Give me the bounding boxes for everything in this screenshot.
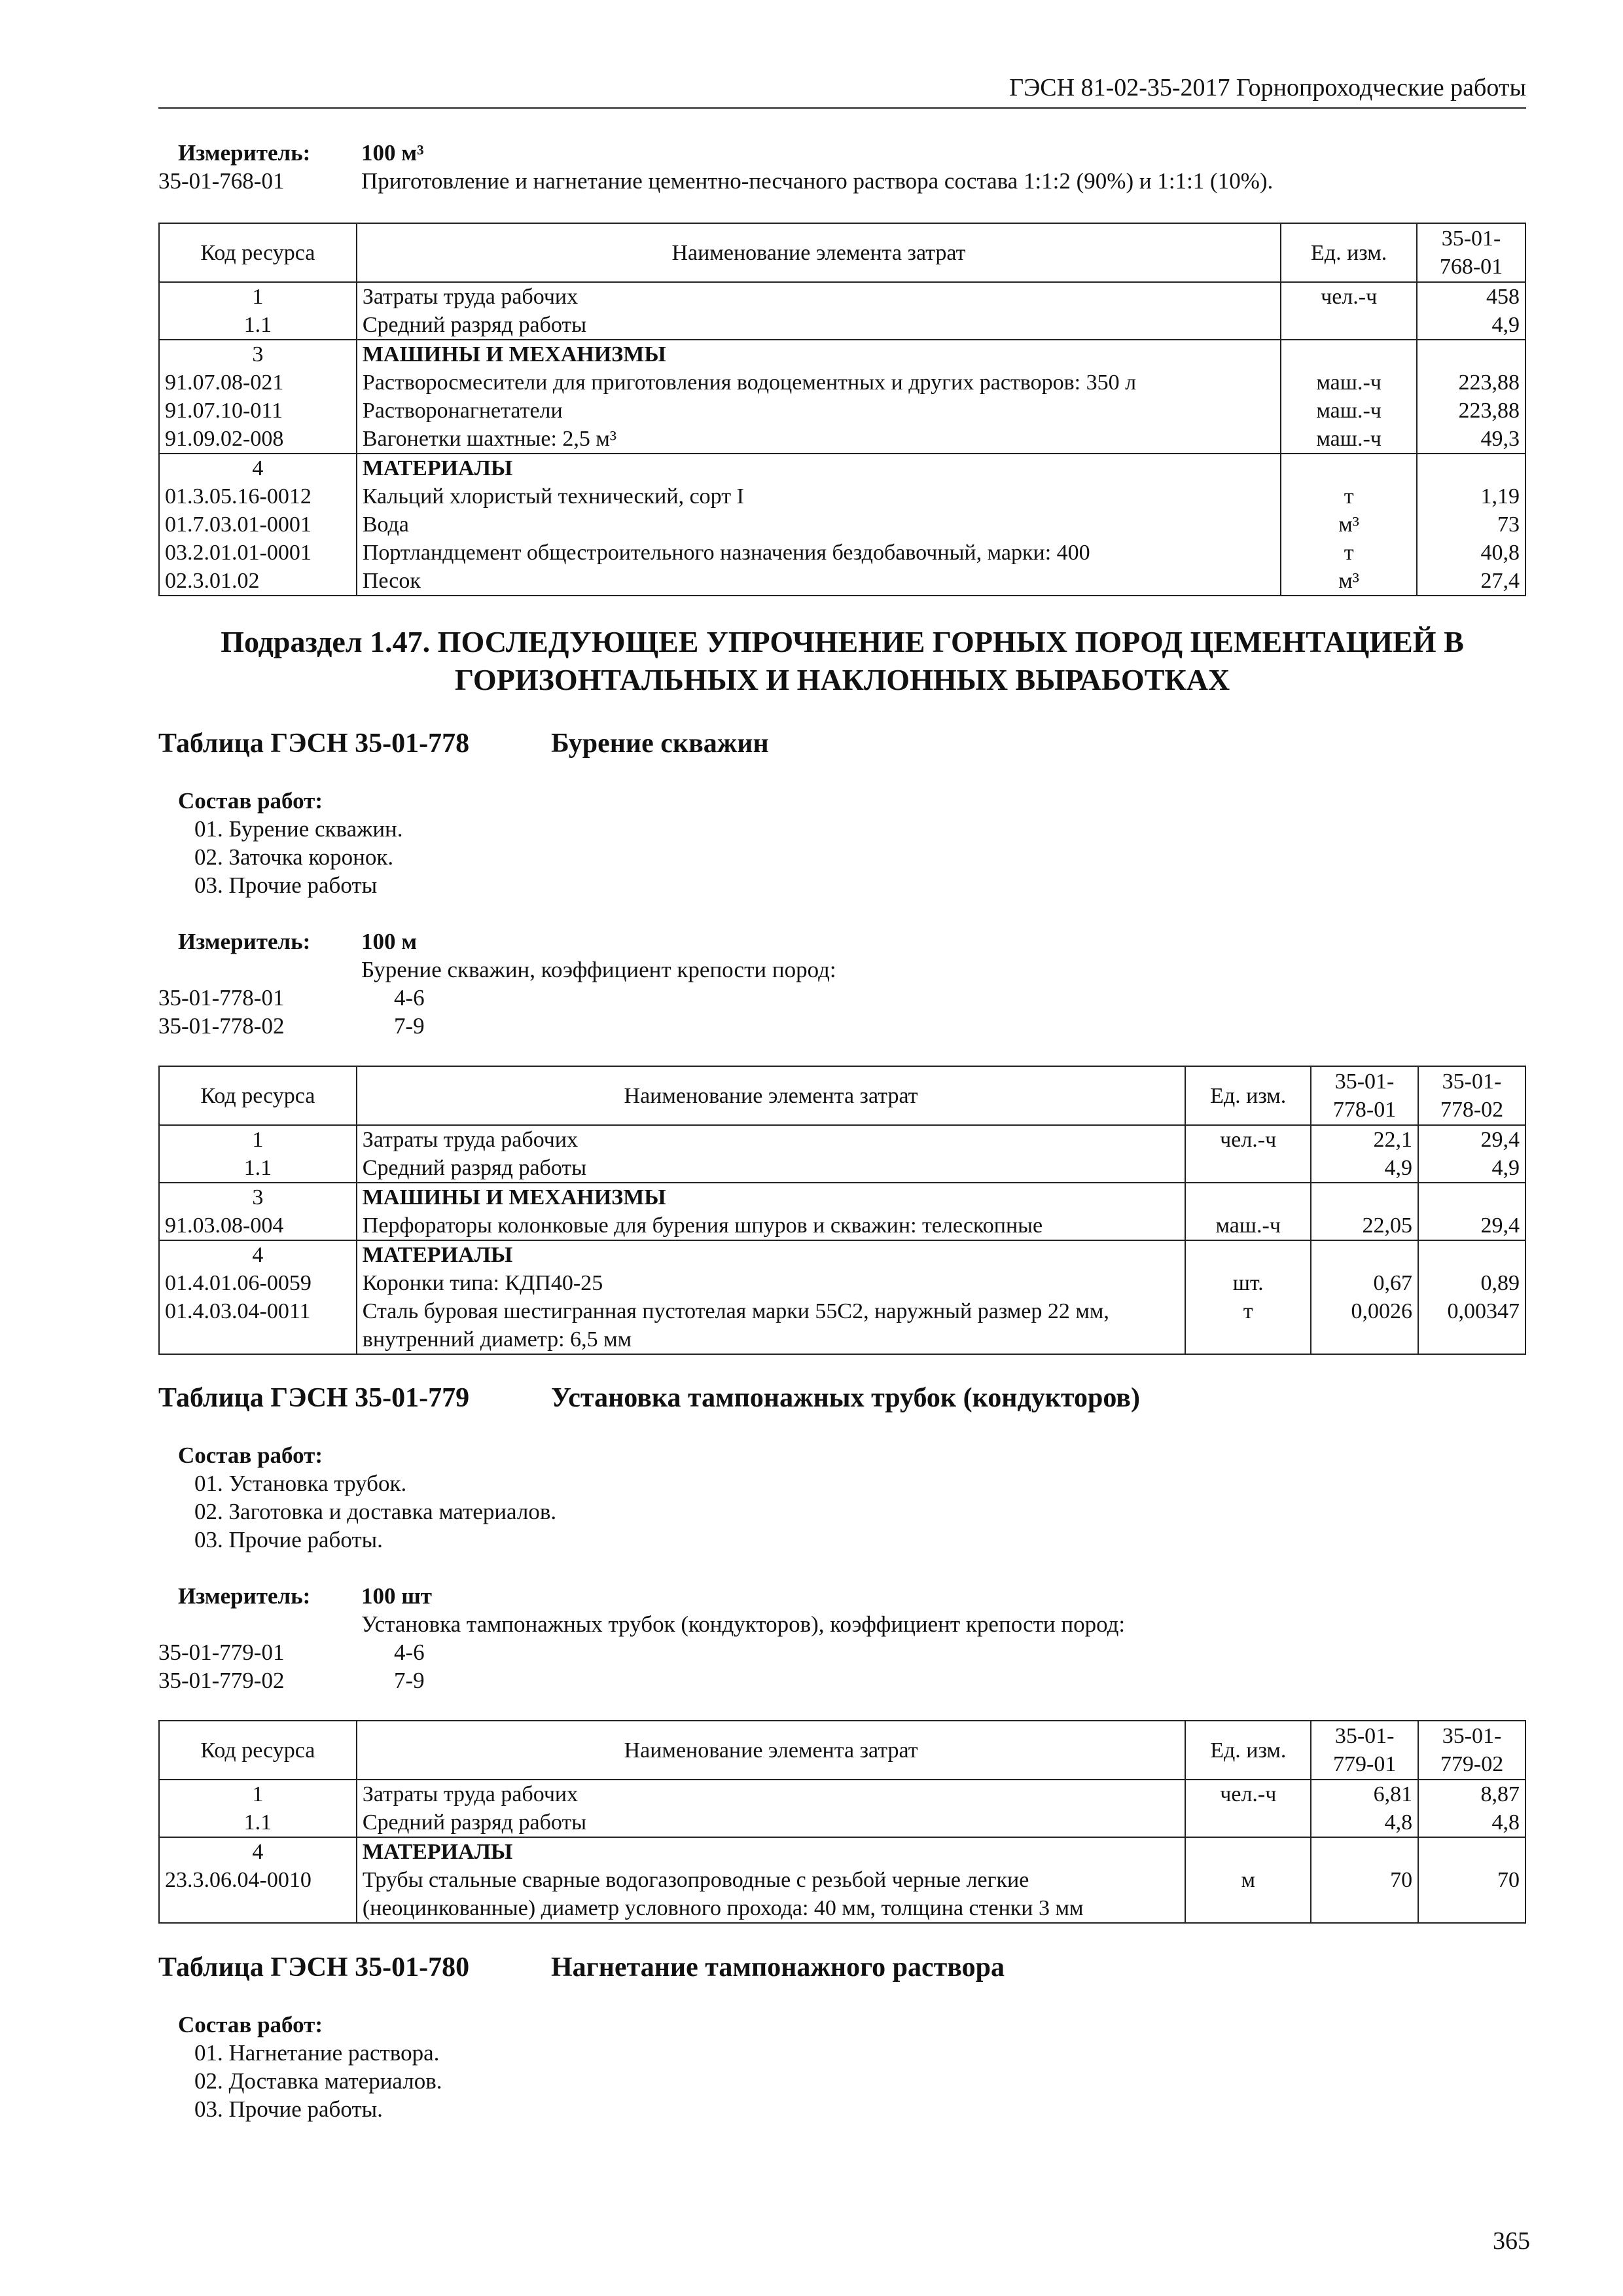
- value-cell: 0,00347: [1418, 1297, 1525, 1354]
- item-range: 7-9: [394, 1668, 425, 1693]
- value-cell: 29,4: [1418, 1125, 1525, 1154]
- col-header-value: 35-01-778-01: [1311, 1066, 1418, 1125]
- resource-table-768: [158, 223, 1526, 596]
- meter-unit: 100 м³: [361, 140, 424, 166]
- table-row: [159, 1837, 1525, 1866]
- table-row: [159, 539, 1525, 567]
- work-item: 02. Доставка материалов.: [194, 2068, 442, 2094]
- col-header-unit: Ед. изм.: [1281, 223, 1417, 282]
- meter-description: Бурение скважин, коэффициент крепости пород:: [361, 957, 836, 982]
- unit-cell: маш.-ч: [1281, 397, 1417, 425]
- cost-element-cell: Портландцемент общестроительного назначения бездобавочный, марки: 400: [357, 539, 1281, 567]
- unit-cell: [1185, 1183, 1311, 1211]
- table-title-code: Таблица ГЭСН 35-01-780: [158, 1952, 470, 1982]
- cost-element-cell: Сталь буровая шестигранная пустотелая марки 55С2, наружный размер 22 мм, внутренний диаметр: 6,5 мм: [357, 1297, 1185, 1354]
- table-row: [159, 311, 1525, 340]
- cost-element-cell: МАШИНЫ И МЕХАНИЗМЫ: [357, 1183, 1185, 1211]
- col-header-unit: Ед. изм.: [1185, 1066, 1311, 1125]
- unit-cell: маш.-ч: [1185, 1211, 1311, 1240]
- work-item: 02. Заточка коронок.: [194, 844, 394, 870]
- table-row: [159, 425, 1525, 454]
- value-cell: 22,1: [1311, 1125, 1418, 1154]
- item-range: 7-9: [394, 1013, 425, 1039]
- meter-unit: 100 м: [361, 929, 418, 954]
- table-title-code: Таблица ГЭСН 35-01-778: [158, 728, 470, 759]
- value-cell: [1418, 1240, 1525, 1269]
- resource-table-779: [158, 1720, 1526, 1924]
- item-code: 35-01-778-01: [158, 985, 285, 1011]
- value-cell: 4,9: [1417, 311, 1525, 340]
- resource-code-cell: 01.4.03.04-0011: [159, 1297, 357, 1354]
- unit-cell: т: [1281, 539, 1417, 567]
- col-header-code: Код ресурса: [159, 223, 357, 282]
- work-item: 02. Заготовка и доставка материалов.: [194, 1499, 557, 1524]
- work-item: 03. Прочие работы: [194, 872, 378, 898]
- value-cell: 1,19: [1417, 482, 1525, 511]
- value-cell: [1418, 1837, 1525, 1866]
- col-header-code: Код ресурса: [159, 1066, 357, 1125]
- cost-element-cell: Песок: [357, 567, 1281, 596]
- table-row: [159, 1154, 1525, 1183]
- value-cell: 4,9: [1311, 1154, 1418, 1183]
- value-cell: 4,8: [1418, 1808, 1525, 1837]
- col-header-code: Код ресурса: [159, 1721, 357, 1780]
- value-cell: 40,8: [1417, 539, 1525, 567]
- cost-element-cell: МАШИНЫ И МЕХАНИЗМЫ: [357, 340, 1281, 368]
- value-cell: 22,05: [1311, 1211, 1418, 1240]
- value-cell: 223,88: [1417, 397, 1525, 425]
- cost-element-cell: Вода: [357, 511, 1281, 539]
- value-cell: 70: [1311, 1866, 1418, 1923]
- resource-code-cell: 3: [159, 1183, 357, 1211]
- table-row: [159, 1866, 1525, 1923]
- unit-cell: маш.-ч: [1281, 425, 1417, 454]
- unit-cell: [1185, 1154, 1311, 1183]
- table-row: [159, 368, 1525, 397]
- col-header-name: Наименование элемента затрат: [357, 1721, 1186, 1780]
- resource-code-cell: 91.09.02-008: [159, 425, 357, 454]
- col-header-name: Наименование элемента затрат: [357, 223, 1281, 282]
- work-list-heading: Состав работ:: [178, 1443, 323, 1468]
- resource-code-cell: 91.07.08-021: [159, 368, 357, 397]
- value-cell: 0,67: [1311, 1269, 1418, 1297]
- cost-element-cell: Затраты труда рабочих: [357, 1780, 1186, 1808]
- table-row: [159, 1808, 1525, 1837]
- unit-cell: маш.-ч: [1281, 368, 1417, 397]
- col-header-value: 35-01-778-02: [1418, 1066, 1525, 1125]
- table-row: [159, 511, 1525, 539]
- table-title-779: [158, 1382, 1140, 1414]
- unit-cell: м: [1185, 1866, 1311, 1923]
- cost-element-cell: Трубы стальные сварные водогазопроводные с резьбой черные легкие (неоцинкованные) диаметр условного прохода: 40 мм, толщина стенки 3 мм: [357, 1866, 1186, 1923]
- cost-element-cell: Растворосмесители для приготовления водоцементных и других растворов: 350 л: [357, 368, 1281, 397]
- meter-description: Установка тампонажных трубок (кондукторов), коэффициент крепости пород:: [361, 1611, 1126, 1637]
- resource-code-cell: 01.4.01.06-0059: [159, 1269, 357, 1297]
- meter-label: Измеритель:: [178, 929, 311, 954]
- table-row: [159, 1269, 1525, 1297]
- table-row: [159, 1240, 1525, 1269]
- work-list-heading: Состав работ:: [178, 2012, 323, 2037]
- section-heading-line: ГОРИЗОНТАЛЬНЫХ И НАКЛОННЫХ ВЫРАБОТКАХ: [454, 663, 1230, 696]
- cost-element-cell: Средний разряд работы: [357, 1154, 1185, 1183]
- unit-cell: [1185, 1837, 1311, 1866]
- value-cell: 4,8: [1311, 1808, 1418, 1837]
- unit-cell: м³: [1281, 511, 1417, 539]
- meter-block-779: [158, 1582, 1125, 1695]
- unit-cell: чел.-ч: [1281, 282, 1417, 311]
- item-range: 4-6: [394, 1640, 425, 1665]
- item-description: Приготовление и нагнетание цементно-песчаного раствора состава 1:1:2 (90%) и 1:1:1 (10%).: [361, 168, 1274, 194]
- value-cell: [1311, 1240, 1418, 1269]
- work-item: 03. Прочие работы.: [194, 1527, 383, 1552]
- table-row: [159, 1183, 1525, 1211]
- value-cell: 4,9: [1418, 1154, 1525, 1183]
- resource-code-cell: 03.2.01.01-0001: [159, 539, 357, 567]
- col-header-name: Наименование элемента затрат: [357, 1066, 1185, 1125]
- work-list-heading: Состав работ:: [178, 788, 323, 814]
- col-header-value: 35-01-779-02: [1418, 1721, 1525, 1780]
- unit-cell: [1185, 1240, 1311, 1269]
- table-title-name: Бурение скважин: [551, 728, 769, 759]
- unit-cell: чел.-ч: [1185, 1780, 1311, 1808]
- resource-code-cell: 23.3.06.04-0010: [159, 1866, 357, 1923]
- unit-cell: шт.: [1185, 1269, 1311, 1297]
- value-cell: [1311, 1183, 1418, 1211]
- meter-label: Измеритель:: [178, 1583, 311, 1609]
- value-cell: 70: [1418, 1866, 1525, 1923]
- table-row: [159, 340, 1525, 368]
- resource-code-cell: 1: [159, 1125, 357, 1154]
- value-cell: 0,89: [1418, 1269, 1525, 1297]
- value-cell: 73: [1417, 511, 1525, 539]
- work-list-779: [158, 1441, 556, 1554]
- unit-cell: [1185, 1808, 1311, 1837]
- col-header-value: 35-01-768-01: [1417, 223, 1525, 282]
- resource-code-cell: 4: [159, 1240, 357, 1269]
- cost-element-cell: МАТЕРИАЛЫ: [357, 1837, 1186, 1866]
- value-cell: [1311, 1837, 1418, 1866]
- meter-block-778: [158, 927, 836, 1040]
- value-cell: 8,87: [1418, 1780, 1525, 1808]
- cost-element-cell: Средний разряд работы: [357, 1808, 1186, 1837]
- section-heading: [158, 623, 1526, 699]
- cost-element-cell: Кальций хлористый технический, сорт I: [357, 482, 1281, 511]
- table-row: [159, 1125, 1525, 1154]
- resource-code-cell: 1: [159, 1780, 357, 1808]
- table-title-778: [158, 728, 769, 759]
- value-cell: 29,4: [1418, 1211, 1525, 1240]
- running-header: ГЭСН 81-02-35-2017 Горнопроходческие работы: [158, 73, 1526, 109]
- cost-element-cell: Затраты труда рабочих: [357, 282, 1281, 311]
- unit-cell: [1281, 311, 1417, 340]
- table-row: [159, 454, 1525, 482]
- work-list-778: [158, 787, 403, 899]
- resource-code-cell: 1: [159, 282, 357, 311]
- resource-code-cell: 3: [159, 340, 357, 368]
- meter-block-768: [158, 139, 1273, 195]
- value-cell: 0,0026: [1311, 1297, 1418, 1354]
- value-cell: 27,4: [1417, 567, 1525, 596]
- resource-table-778: [158, 1066, 1526, 1355]
- work-item: 03. Прочие работы.: [194, 2096, 383, 2122]
- value-cell: 6,81: [1311, 1780, 1418, 1808]
- table-row: [159, 1780, 1525, 1808]
- table-row: [159, 482, 1525, 511]
- unit-cell: [1281, 340, 1417, 368]
- table-title-name: Установка тампонажных трубок (кондукторов): [551, 1383, 1140, 1413]
- section-heading-line: Подраздел 1.47. ПОСЛЕДУЮЩЕЕ УПРОЧНЕНИЕ ГОРНЫХ ПОРОД ЦЕМЕНТАЦИЕЙ В: [221, 625, 1464, 658]
- unit-cell: т: [1281, 482, 1417, 511]
- table-row: [159, 567, 1525, 596]
- resource-code-cell: 02.3.01.02: [159, 567, 357, 596]
- cost-element-cell: Вагонетки шахтные: 2,5 м³: [357, 425, 1281, 454]
- col-header-unit: Ед. изм.: [1185, 1721, 1311, 1780]
- resource-code-cell: 01.7.03.01-0001: [159, 511, 357, 539]
- meter-unit: 100 шт: [361, 1583, 432, 1609]
- table-row: [159, 1297, 1525, 1354]
- unit-cell: т: [1185, 1297, 1311, 1354]
- item-code: 35-01-768-01: [158, 168, 285, 194]
- cost-element-cell: Средний разряд работы: [357, 311, 1281, 340]
- item-code: 35-01-779-02: [158, 1668, 285, 1693]
- resource-code-cell: 91.03.08-004: [159, 1211, 357, 1240]
- value-cell: [1417, 340, 1525, 368]
- cost-element-cell: Перфораторы колонковые для бурения шпуров и скважин: телескопные: [357, 1211, 1185, 1240]
- table-title-name: Нагнетание тампонажного раствора: [551, 1952, 1005, 1982]
- resource-code-cell: 4: [159, 1837, 357, 1866]
- table-row: [159, 1211, 1525, 1240]
- table-title-code: Таблица ГЭСН 35-01-779: [158, 1383, 470, 1413]
- table-row: [159, 397, 1525, 425]
- item-range: 4-6: [394, 985, 425, 1011]
- cost-element-cell: Растворонагнетатели: [357, 397, 1281, 425]
- work-item: 01. Установка трубок.: [194, 1471, 407, 1496]
- value-cell: [1418, 1183, 1525, 1211]
- resource-code-cell: 1.1: [159, 1808, 357, 1837]
- table-row: [159, 282, 1525, 311]
- resource-code-cell: 91.07.10-011: [159, 397, 357, 425]
- table-title-780: [158, 1952, 1005, 1983]
- page-number: 365: [1493, 2227, 1530, 2255]
- value-cell: [1417, 454, 1525, 482]
- cost-element-cell: МАТЕРИАЛЫ: [357, 1240, 1185, 1269]
- resource-code-cell: 1.1: [159, 311, 357, 340]
- item-code: 35-01-779-01: [158, 1640, 285, 1665]
- meter-label: Измеритель:: [178, 140, 311, 166]
- col-header-value: 35-01-779-01: [1311, 1721, 1418, 1780]
- value-cell: 223,88: [1417, 368, 1525, 397]
- resource-code-cell: 4: [159, 454, 357, 482]
- resource-code-cell: 1.1: [159, 1154, 357, 1183]
- unit-cell: [1281, 454, 1417, 482]
- cost-element-cell: Затраты труда рабочих: [357, 1125, 1185, 1154]
- work-item: 01. Бурение скважин.: [194, 816, 403, 842]
- item-code: 35-01-778-02: [158, 1013, 285, 1039]
- unit-cell: чел.-ч: [1185, 1125, 1311, 1154]
- cost-element-cell: Коронки типа: КДП40-25: [357, 1269, 1185, 1297]
- resource-code-cell: 01.3.05.16-0012: [159, 482, 357, 511]
- work-item: 01. Нагнетание раствора.: [194, 2040, 440, 2066]
- work-list-780: [158, 2011, 442, 2123]
- value-cell: 458: [1417, 282, 1525, 311]
- value-cell: 49,3: [1417, 425, 1525, 454]
- unit-cell: м³: [1281, 567, 1417, 596]
- cost-element-cell: МАТЕРИАЛЫ: [357, 454, 1281, 482]
